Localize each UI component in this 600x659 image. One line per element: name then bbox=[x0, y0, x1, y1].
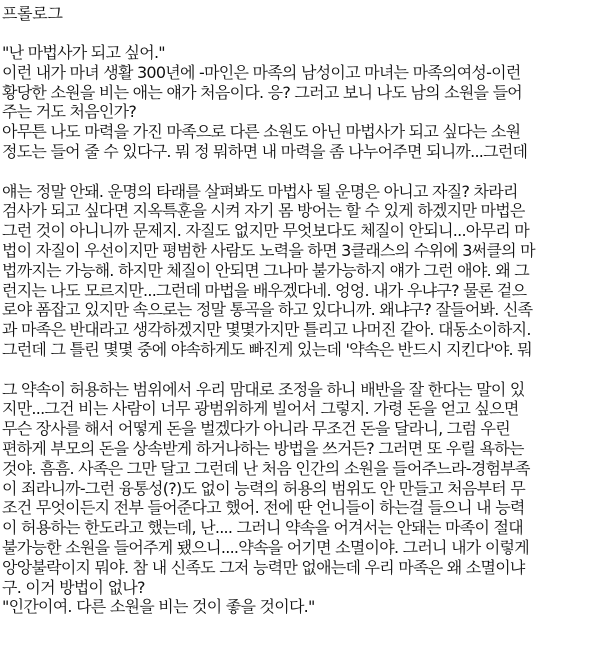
text-line: 법까지는 가능해. 하지만 체질이 안되면 그나마 불가능하지 얘가 그런 애야. 왜 그 bbox=[2, 260, 529, 280]
text-line: 황당한 소원을 비는 애는 얘가 처음이다. 응? 그러고 보니 나도 남의 소원을 들어 bbox=[2, 82, 522, 102]
text-line: 구. 이거 방법이 없나? bbox=[2, 577, 145, 597]
text-line: "인간이여. 다른 소원을 비는 것이 좋을 것이다." bbox=[2, 597, 315, 617]
text-line: 검사가 되고 싶다면 지옥특훈을 시켜 자기 몸 방어는 할 수 있게 하겠지만 마법은 bbox=[2, 201, 525, 221]
text-line: 이 허용하는 한도라고 했는데, 난.... 그러니 약속을 어겨서는 안돼는 마족이 절대 bbox=[2, 518, 523, 538]
text-line: 주는 거도 처음인가? bbox=[2, 102, 137, 122]
text-line: 조건 무엇이든지 전부 들어준다고 했어. 전에 딴 언니들이 하는걸 들으니 내 능력 bbox=[2, 498, 525, 518]
text-line: 무슨 장사를 해서 어떻게 돈을 벌겠다가 아니라 무조건 돈을 달라니, 그럼 우린 bbox=[2, 419, 510, 439]
text-line: 이 죄라니까-그런 융통성(?)도 없이 능력의 허용의 범위도 안 만들고 처음부터 무 bbox=[2, 478, 525, 498]
text-line: 그런데 그 틀린 몇몇 중에 야속하게도 빠진게 있는데 '약속은 반드시 지킨다'야. 뭐 bbox=[2, 340, 532, 359]
text-line: 과 마족은 반대라고 생각하겠지만 몇몇가지만 틀리고 나머진 같아. 대동소이하지. bbox=[2, 320, 531, 340]
text-line: "난 마법사가 되고 싶어." bbox=[2, 43, 165, 62]
text-line: 이런 내가 마녀 생활 300년에 -마인은 마족의 남성이고 마녀는 마족의여성-이런 bbox=[2, 62, 521, 82]
text-line: 법이 자질이 우선이지만 평범한 사람도 노력을 하면 3클래스의 수위에 3써클의 마 bbox=[2, 241, 535, 260]
text-line: 편하게 부모의 돈을 상속받게 하거나하는 방법을 쓰거든? 그러면 또 우릴 욕하는 bbox=[2, 439, 524, 458]
text-line: 지만...그건 비는 사람이 너무 광범위하게 빌어서 그렇지. 가령 돈을 얻고 싶으면 bbox=[2, 399, 519, 419]
text-line: 그 약속이 허용하는 범위에서 우리 맘대로 조정을 하니 배반을 잘 한다는 말이 있 bbox=[2, 379, 525, 399]
document-title: 프롤로그 bbox=[2, 4, 63, 23]
text-line: 아무튼 나도 마력을 가진 마족으로 다른 소원도 아닌 마법사가 되고 싶다는 소원 bbox=[2, 122, 521, 142]
text-line: 런지는 나도 모르지만...그런데 마법을 배우겠다네. 엉엉. 내가 우냐구? 물론 겉으 bbox=[2, 280, 527, 300]
text-line: 불가능한 소원을 들어주게 됐으니....약속을 어기면 소멸이야. 그러니 내가 이렇게 bbox=[2, 538, 529, 557]
text-line: 앙앙불락이지 뭐야. 참 내 신족도 그저 능력만 없애는데 우리 마족은 왜 소멸이냐 bbox=[2, 557, 525, 577]
text-line: 정도는 들어 줄 수 있다구. 뭐 정 뭐하면 내 마력을 좀 나누어주면 되니까...그런데 bbox=[2, 142, 528, 161]
text-line: 그런 것이 아니니까 문제지. 자질도 없지만 무엇보다도 체질이 안되니...아무리 마 bbox=[2, 221, 529, 241]
text-line: 것야. 흠흠. 사족은 그만 달고 그런데 난 처음 인간의 소원을 들어주느라-경험부족 bbox=[2, 458, 530, 478]
text-line: 로야 폼잡고 있지만 속으로는 정말 통곡을 하고 있다니까. 왜냐구? 잘들어봐. 신족 bbox=[2, 300, 533, 320]
text-line: 얘는 정말 안돼. 운명의 타래를 살펴봐도 마법사 될 운명은 아니고 자질? 차라리 bbox=[2, 181, 518, 201]
